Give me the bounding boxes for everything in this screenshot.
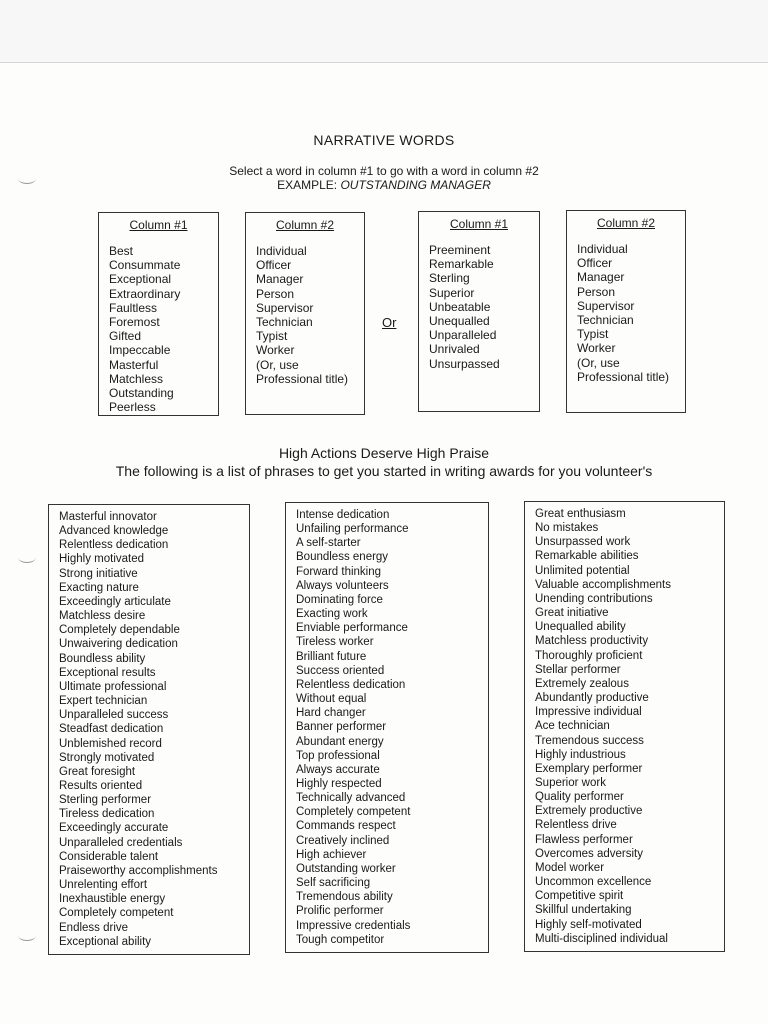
phrase-item: Self sacrificing <box>296 877 371 890</box>
instruction-text: Select a word in column #1 to go with a word in column #2 <box>229 164 539 178</box>
phrase-item: High achiever <box>296 848 367 861</box>
phrase-item: Tremendous ability <box>296 891 393 904</box>
word-item: Typist <box>256 329 288 344</box>
phrase-item: Exceptional results <box>59 666 156 679</box>
word-column-box <box>245 212 365 415</box>
phrase-item: Model worker <box>535 861 605 874</box>
phrase-item: Highly respected <box>296 777 382 790</box>
phrase-item: Forward thinking <box>296 565 382 578</box>
word-item: Officer <box>577 256 613 271</box>
word-list <box>246 244 364 386</box>
phrase-item: Unwaivering dedication <box>59 638 178 651</box>
phrase-list-box <box>285 502 489 953</box>
word-item: Individual <box>577 242 628 256</box>
instructions <box>0 164 768 192</box>
page-title: NARRATIVE WORDS <box>313 132 455 148</box>
phrase-item: Unsurpassed work <box>535 536 631 549</box>
word-item: Worker <box>577 341 616 356</box>
phrase-item: A self-starter <box>296 537 361 550</box>
phrase-item: Highly motivated <box>59 553 145 566</box>
phrase-item: Strong initiative <box>59 567 138 580</box>
phrase-item: Unlimited potential <box>535 564 630 577</box>
word-item: Unequalled <box>429 314 490 329</box>
phrase-item: Outstanding worker <box>296 862 396 875</box>
phrase-item: Highly industrious <box>535 748 626 761</box>
phrase-item: Tireless worker <box>296 636 374 649</box>
phrase-item: Relentless drive <box>535 819 617 832</box>
word-item: Unsurpassed <box>429 356 500 371</box>
word-item: Worker <box>256 343 295 358</box>
phrase-item: Endless drive <box>59 921 129 934</box>
word-item: Outstanding <box>109 386 174 401</box>
phrase-item: Sterling performer <box>59 794 152 807</box>
phrase-item: Overcomes adversity <box>535 847 644 860</box>
phrase-item: Impressive credentials <box>296 919 411 932</box>
word-item: Remarkable <box>429 257 494 272</box>
word-item: Supervisor <box>577 298 635 313</box>
phrase-item: Quality performer <box>535 791 624 804</box>
phrase-item: Considerable talent <box>59 850 159 863</box>
phrase-item: Unending contributions <box>535 592 653 605</box>
phrase-item: Masterful innovator <box>59 511 157 523</box>
word-item: Professional title) <box>577 369 670 384</box>
column-header: Column #2 <box>596 216 656 230</box>
phrase-item: Unparalleled success <box>59 709 169 722</box>
word-item: Exceptional <box>109 272 172 287</box>
or-label: Or <box>382 315 397 330</box>
phrase-item: Technically advanced <box>296 792 406 805</box>
phrase-item: Completely dependable <box>59 624 180 637</box>
phrase-item: Abundantly productive <box>535 692 649 705</box>
phrase-item: Stellar performer <box>535 663 621 676</box>
phrase-item: Multi-disciplined individual <box>535 932 668 945</box>
word-item: Superior <box>429 285 475 300</box>
scan-hole-mark <box>18 552 36 563</box>
word-item: Extraordinary <box>109 286 181 301</box>
phrase-item: Expert technician <box>59 695 148 708</box>
word-item: Manager <box>256 272 304 287</box>
word-item: Consummate <box>109 258 181 273</box>
phrase-item: No mistakes <box>535 522 599 535</box>
phrase-item: Remarkable abilities <box>535 550 639 563</box>
word-item: Unrivaled <box>429 342 480 357</box>
phrase-item: Always volunteers <box>296 579 389 592</box>
phrase-item: Brilliant future <box>296 650 367 663</box>
phrase-item: Banner performer <box>296 721 387 734</box>
viewer-top-band <box>0 0 768 63</box>
word-item: Unparalleled <box>429 328 497 343</box>
phrase-item: Abundant energy <box>296 735 384 748</box>
column-header: Column #1 <box>449 217 509 231</box>
phrase-item: Completely competent <box>59 907 174 920</box>
phrase-item: Exceedingly articulate <box>59 595 171 608</box>
phrase-list <box>525 502 724 946</box>
section-heading: High Actions Deserve High Praise <box>278 445 490 461</box>
word-item: Professional title) <box>256 371 349 386</box>
word-item: Matchless <box>109 371 164 386</box>
phrase-item: Ultimate professional <box>59 680 167 693</box>
word-item: Faultless <box>109 300 158 315</box>
example-label: EXAMPLE: <box>277 178 338 192</box>
word-item: Typist <box>577 327 609 342</box>
phrase-item: Results oriented <box>59 779 143 792</box>
phrase-item: Extremely zealous <box>535 677 629 690</box>
phrase-list <box>49 505 249 949</box>
phrase-list-box <box>524 501 725 952</box>
phrase-item: Advanced knowledge <box>59 525 169 538</box>
phrase-item: Highly self-motivated <box>535 918 642 931</box>
phrase-item: Boundless energy <box>296 551 389 564</box>
phrase-item: Extremely productive <box>535 805 643 818</box>
phrase-item: Enviable performance <box>296 622 408 635</box>
word-list <box>567 242 685 384</box>
word-item: Best <box>109 244 134 258</box>
word-item: Technician <box>256 315 313 330</box>
word-item: Gifted <box>109 329 142 344</box>
phrase-item: Valuable accomplishments <box>535 578 671 591</box>
phrase-item: Without equal <box>296 693 367 706</box>
phrase-item: Tireless dedication <box>59 808 155 821</box>
phrase-item: Unrelenting effort <box>59 879 148 892</box>
phrase-item: Unblemished record <box>59 737 162 750</box>
word-item: Preeminent <box>429 243 491 257</box>
phrase-item: Great initiative <box>535 607 609 620</box>
phrase-item: Relentless dedication <box>59 539 169 552</box>
phrase-item: Dominating force <box>296 593 383 606</box>
phrase-item: Completely competent <box>296 806 411 819</box>
phrase-item: Great enthusiasm <box>535 508 626 520</box>
word-item: (Or, use <box>256 357 299 372</box>
word-item: Masterful <box>109 357 159 372</box>
word-item: Peerless <box>109 400 156 415</box>
example-value: OUTSTANDING MANAGER <box>340 178 491 192</box>
word-item: Person <box>256 286 295 301</box>
phrase-item: Exemplary performer <box>535 762 643 775</box>
phrase-item: Impressive individual <box>535 706 642 719</box>
phrase-item: Exacting nature <box>59 581 139 594</box>
word-list <box>99 244 218 414</box>
phrase-item: Uncommon excellence <box>535 876 652 889</box>
phrase-item: Inexhaustible energy <box>59 893 166 906</box>
section-subheading: The following is a list of phrases to get you started in writing awards for you volunteer's <box>115 463 653 479</box>
phrase-item: Prolific performer <box>296 905 384 918</box>
phrase-item: Tremendous success <box>535 734 644 747</box>
phrase-item: Unfailing performance <box>296 523 409 536</box>
phrase-item: Hard changer <box>296 707 366 720</box>
word-item: Impeccable <box>109 343 171 358</box>
phrase-item: Flawless performer <box>535 833 633 846</box>
word-item: Manager <box>577 270 625 285</box>
word-item: Unbeatable <box>429 299 491 314</box>
phrase-item: Tough competitor <box>296 933 385 946</box>
phrase-item: Top professional <box>296 749 380 762</box>
word-column-box <box>98 212 219 416</box>
phrase-item: Unequalled ability <box>535 621 626 634</box>
phrase-list-box <box>48 504 250 955</box>
phrase-item: Ace technician <box>535 720 610 733</box>
phrase-item: Matchless desire <box>59 610 146 623</box>
phrase-item: Intense dedication <box>296 509 390 521</box>
phrase-item: Always accurate <box>296 763 380 776</box>
phrase-item: Strongly motivated <box>59 751 155 764</box>
phrase-item: Creatively inclined <box>296 834 390 847</box>
phrase-item: Unparalleled credentials <box>59 836 183 849</box>
phrase-item: Competitive spirit <box>535 890 624 903</box>
phrase-item: Thoroughly proficient <box>535 649 643 662</box>
word-list <box>419 243 539 371</box>
phrase-item: Boundless ability <box>59 652 146 665</box>
phrase-item: Relentless dedication <box>296 678 406 691</box>
word-item: (Or, use <box>577 355 620 370</box>
phrase-list <box>286 503 488 947</box>
phrase-item: Matchless productivity <box>535 635 649 648</box>
phrase-item: Great foresight <box>59 765 136 778</box>
word-column-box <box>418 211 540 412</box>
phrase-item: Skillful undertaking <box>535 904 632 917</box>
scan-hole-mark <box>18 930 36 941</box>
phrase-item: Exceedingly accurate <box>59 822 169 835</box>
phrase-item: Commands respect <box>296 820 396 833</box>
word-item: Individual <box>256 244 307 258</box>
word-item: Foremost <box>109 315 160 330</box>
word-item: Supervisor <box>256 300 314 315</box>
column-header: Column #1 <box>129 218 188 232</box>
word-column-box <box>566 210 686 413</box>
phrase-item: Success oriented <box>296 664 385 677</box>
word-item: Person <box>577 284 616 299</box>
word-item: Officer <box>256 258 292 273</box>
word-item: Technician <box>577 313 634 328</box>
phrase-item: Praiseworthy accomplishments <box>59 864 218 877</box>
phrase-item: Superior work <box>535 776 606 789</box>
phrase-item: Steadfast dedication <box>59 723 164 736</box>
word-item: Sterling <box>429 271 470 286</box>
phrase-item: Exacting work <box>296 608 368 621</box>
phrase-item: Exceptional ability <box>59 935 152 948</box>
example-line <box>0 178 768 192</box>
column-header: Column #2 <box>275 218 335 232</box>
